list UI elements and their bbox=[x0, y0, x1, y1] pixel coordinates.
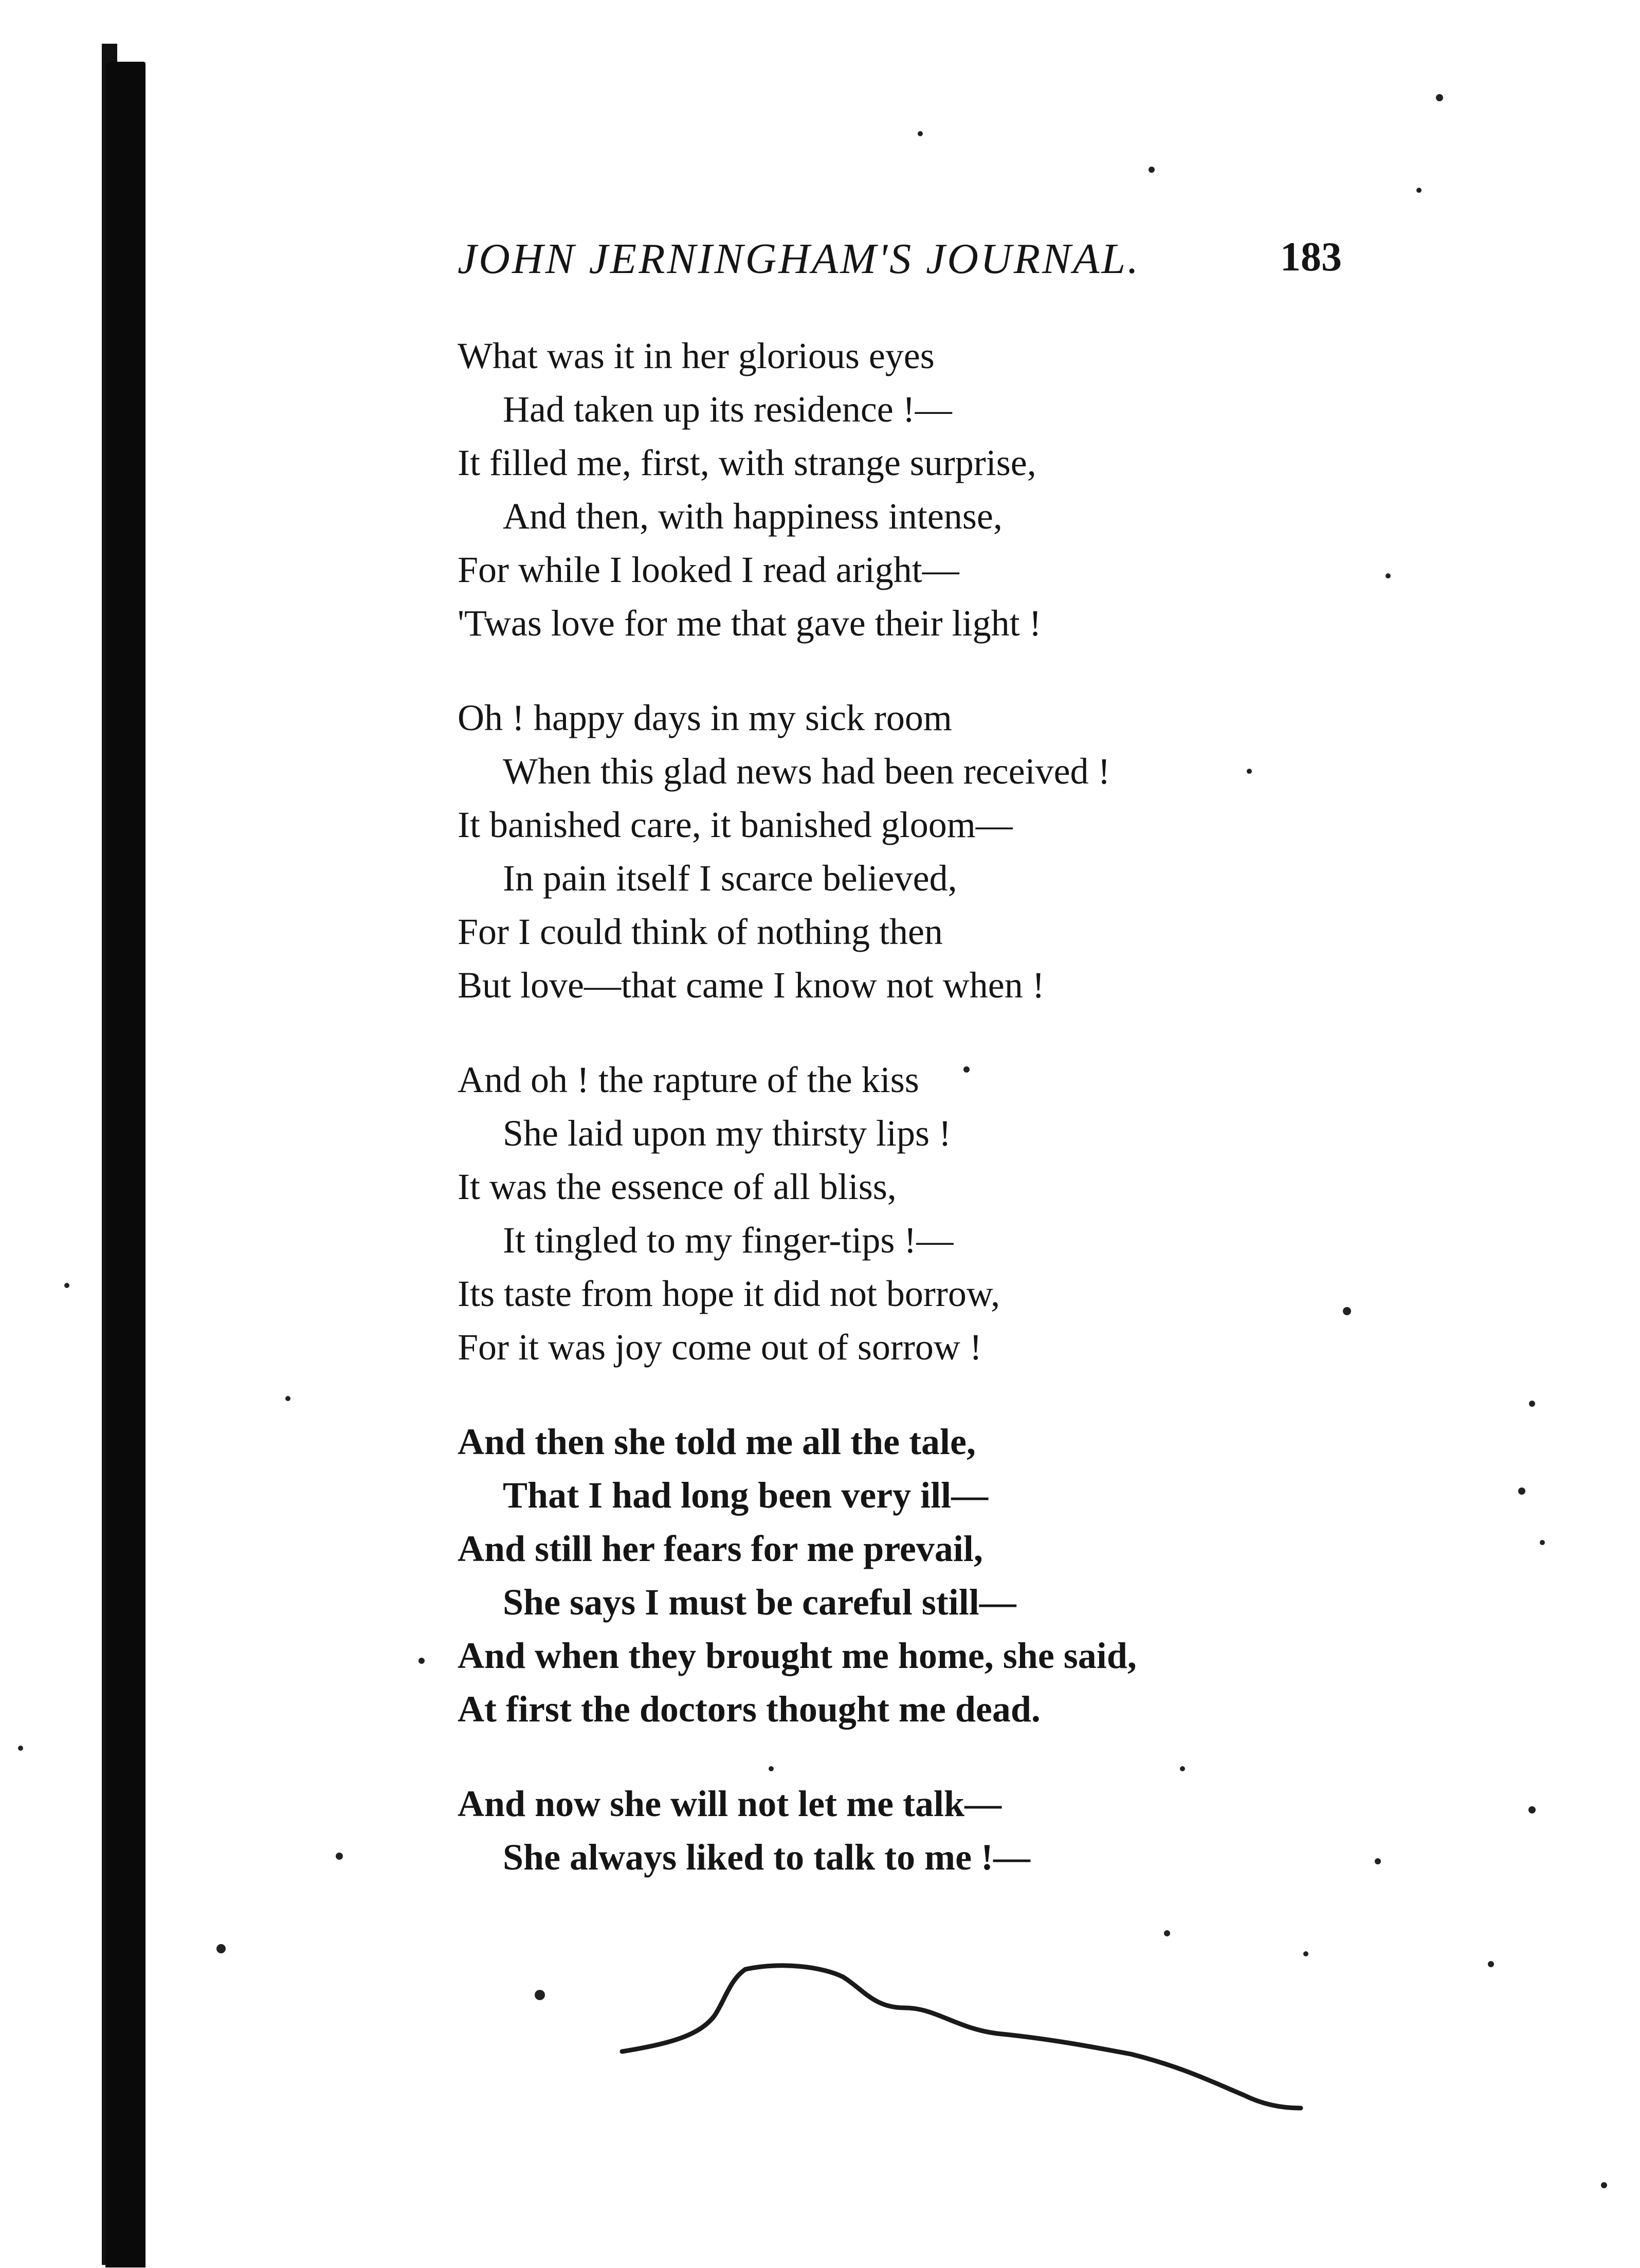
poem-line: She says I must be careful still— bbox=[503, 1582, 1016, 1623]
poem-line: 'Twas love for me that gave their light ! bbox=[458, 603, 1042, 644]
poem-line: And then she told me all the tale, bbox=[458, 1421, 976, 1462]
poem-line: She always liked to talk to me !— bbox=[503, 1837, 1030, 1878]
poem-line: For I could think of nothing then bbox=[458, 911, 943, 952]
poem-line: For while I looked I read aright— bbox=[458, 549, 959, 590]
ink-smudge bbox=[622, 1966, 1301, 2108]
poem-line: In pain itself I scarce believed, bbox=[503, 858, 957, 899]
poem-line: But love—that came I know not when ! bbox=[458, 965, 1045, 1006]
poem-line: It tingled to my finger-tips !— bbox=[503, 1220, 954, 1261]
poem-line: For it was joy come out of sorrow ! bbox=[458, 1327, 982, 1368]
poem-line: When this glad news had been received ! bbox=[503, 751, 1110, 792]
poem-line: Its taste from hope it did not borrow, bbox=[458, 1273, 1000, 1314]
poem-line: What was it in her glorious eyes bbox=[458, 335, 935, 376]
poem-line: It filled me, first, with strange surprise, bbox=[458, 442, 1036, 483]
running-head: JOHN JERNINGHAM'S JOURNAL. bbox=[458, 235, 1141, 283]
poem-line: It banished care, it banished gloom— bbox=[458, 804, 1013, 845]
poem-line: And when they brought me home, she said, bbox=[458, 1635, 1137, 1676]
poem-line: And oh ! the rapture of the kiss bbox=[458, 1059, 919, 1100]
poem-line: And still her fears for me prevail, bbox=[458, 1528, 983, 1569]
poem-line: Oh ! happy days in my sick room bbox=[458, 697, 952, 738]
poem-line: And now she will not let me talk— bbox=[458, 1783, 1002, 1824]
poem-line: And then, with happiness intense, bbox=[503, 496, 1003, 537]
dust-specks bbox=[18, 94, 1607, 2188]
poem-line: It was the essence of all bliss, bbox=[458, 1166, 897, 1207]
page-number: 183 bbox=[1280, 234, 1342, 280]
poem-line: Had taken up its residence !— bbox=[503, 389, 952, 430]
poem-line: That I had long been very ill— bbox=[503, 1475, 989, 1516]
poem-line: She laid upon my thirsty lips ! bbox=[503, 1113, 951, 1154]
poem-line: At first the doctors thought me dead. bbox=[458, 1689, 1041, 1730]
